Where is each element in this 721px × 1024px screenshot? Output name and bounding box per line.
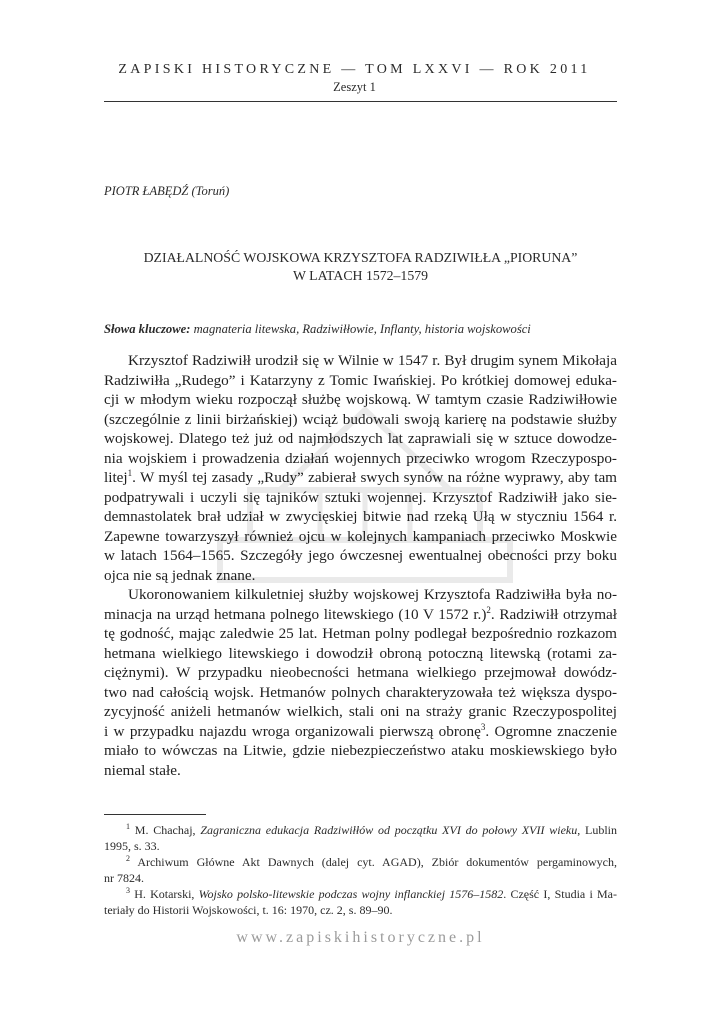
text-fragment: , Lublin (577, 823, 618, 837)
keywords-text: magnateria litewska, Radziwiłłowie, Inflanty, historia wojskowości (193, 322, 531, 336)
text-fragment: H. Kotarski, (134, 887, 199, 901)
text-fragment: . Część I, Studia i Ma- (503, 887, 617, 901)
footnote-2 (104, 854, 617, 886)
header-rule (104, 101, 617, 102)
title-line-2: W LATACH 1572–1579 (292, 268, 429, 283)
footnote-line: teriały do Historii Wojskowości, t. 16: 1970, cz. 2, s. 89–90. (104, 903, 393, 917)
text-fragment: minacja na urząd hetmana polnego litewskiego (10 V 1572 r.) (104, 605, 487, 623)
text-fragment: litej (104, 469, 128, 486)
text-line: podpatrywali i uczyli się tajników sztuki wojennej. Krzysztof Radziwiłł jako sie- (104, 488, 617, 506)
text-line: niemal stałe. (104, 761, 181, 779)
text-line: Zapewne towarzyszył również ojcu w kolejnych kampaniach przeciwko Moskwie (104, 527, 617, 545)
journal-header: ZAPISKI HISTORYCZNE — TOM LXXVI — ROK 2011 (118, 62, 591, 77)
text-line: miało to wówczas na Litwie, gdzie niebezpieczeństwo ataku moskiewskiego było (104, 742, 617, 759)
text-fragment-italic: Wojsko polsko-litewskie podczas wojny inflanckiej 1576–1582 (198, 887, 504, 901)
text-line: (szczególnie z linii birżańskiej) wciąż budowali swoją karierę na podstawie służby (104, 410, 617, 428)
article-body (104, 351, 617, 780)
text-line: zycyjność aniżeli hetmanów wielkich, stali oni na straży granic Rzeczypospolitej (104, 703, 617, 720)
text-line: w latach 1564–1565. Szczegóły jego ówczesnej ewentualnej obecności przy boku (104, 547, 617, 564)
text-line: wojskowej. Dlatego też już od najmłodszych lat zaprawiali się w sztuce dowodze- (104, 430, 617, 447)
text-line: Radziwiłła „Rudego” i Katarzyny z Tomic Iwańskiej. Po krótkiej domowej eduka- (104, 371, 617, 389)
text-line: cji w młodym wieku rozpoczął służbę wojskową. W tamtym czasie Radziwiłłowie (104, 391, 617, 408)
footnote-number: 3 (126, 886, 130, 895)
footnote-line: 1995, s. 33. (104, 839, 160, 853)
footnote-3 (104, 886, 617, 918)
text-line: two nad całością wojsk. Hetmanów polnych charakteryzowała też większa dyspo- (104, 683, 617, 701)
text-line: ojca nie są jednak znane. (104, 566, 256, 584)
text-line (104, 468, 617, 488)
text-line: nia wojskiem i prowadzenia działań wojennych przeciwko wrogom Rzeczypospo- (104, 449, 617, 467)
text-fragment: Archiwum Główne Akt Dawnych (dalej cyt. AGAD), Zbiór dokumentów pergaminowych, (137, 855, 617, 869)
text-line: tę godność, mając zaledwie 25 lat. Hetman polny podlegał bezpośrednio rozkazom (104, 625, 617, 642)
title-line-1: DZIAŁALNOŚĆ WOJSKOWA KRZYSZTOFA RADZIWIŁŁA „PIORUNA” (143, 250, 578, 265)
keywords-label: Słowa kluczowe: (104, 322, 191, 336)
website-url[interactable]: www.zapiskihistoryczne.pl (236, 929, 485, 946)
text-line (104, 605, 617, 625)
footnote-1 (104, 822, 617, 854)
keywords (104, 322, 617, 337)
footnote-number: 1 (126, 822, 130, 831)
issue-number: Zeszyt 1 (333, 80, 376, 94)
text-line: ciężnymi). W przypadku nieobecności hetmana wielkiego przejmował dowódz- (104, 664, 617, 681)
text-fragment: . Radziwiłł otrzymał (490, 605, 617, 623)
text-line: Ukoronowaniem kilkuletniej służby wojskowej Krzysztofa Radziwiłła była no- (128, 586, 617, 603)
paragraph-2 (104, 585, 617, 780)
text-fragment: . Ogromne znaczenie (485, 722, 618, 740)
footnote-ref-2[interactable]: 2 (486, 604, 491, 615)
footnote-ref-1[interactable]: 1 (127, 467, 133, 478)
text-fragment: . W myśl tej zasady „Rudy” zabierał swych synów na różne wyprawy, aby tam (132, 469, 617, 486)
text-line (104, 722, 617, 742)
footnote-line (104, 886, 617, 902)
footnote-ref-3[interactable]: 3 (480, 721, 486, 732)
footnote-line (104, 822, 617, 838)
text-fragment-italic: Zagraniczna edukacja Radziwiłłów od początku XVI do połowy XVII wieku (200, 823, 578, 837)
footnote-line: nr 7824. (104, 871, 144, 885)
footnote-line (104, 854, 617, 870)
footnote-rule (104, 814, 206, 815)
footnote-number: 2 (126, 854, 130, 863)
text-line: demnastolatek brał udział w zwycięskiej bitwie nad rzeką Ułą w styczniu 1564 r. (104, 508, 617, 525)
paragraph-1 (104, 351, 617, 585)
text-fragment: M. Chachaj, (134, 823, 201, 837)
author-name: PIOTR ŁABĘDŹ (Toruń) (104, 184, 230, 198)
text-line: hetmana wielkiego litewskiego i dowodził obroną potoczną litewską (rotami za- (104, 644, 617, 662)
text-line: Krzysztof Radziwiłł urodził się w Wilnie w 1547 r. Był drugim synem Mikołaja (128, 352, 617, 369)
text-fragment: i w przypadku najazdu wroga organizowali pierwszą obronę (104, 722, 481, 740)
article-title (104, 249, 617, 285)
footnotes (104, 822, 617, 918)
